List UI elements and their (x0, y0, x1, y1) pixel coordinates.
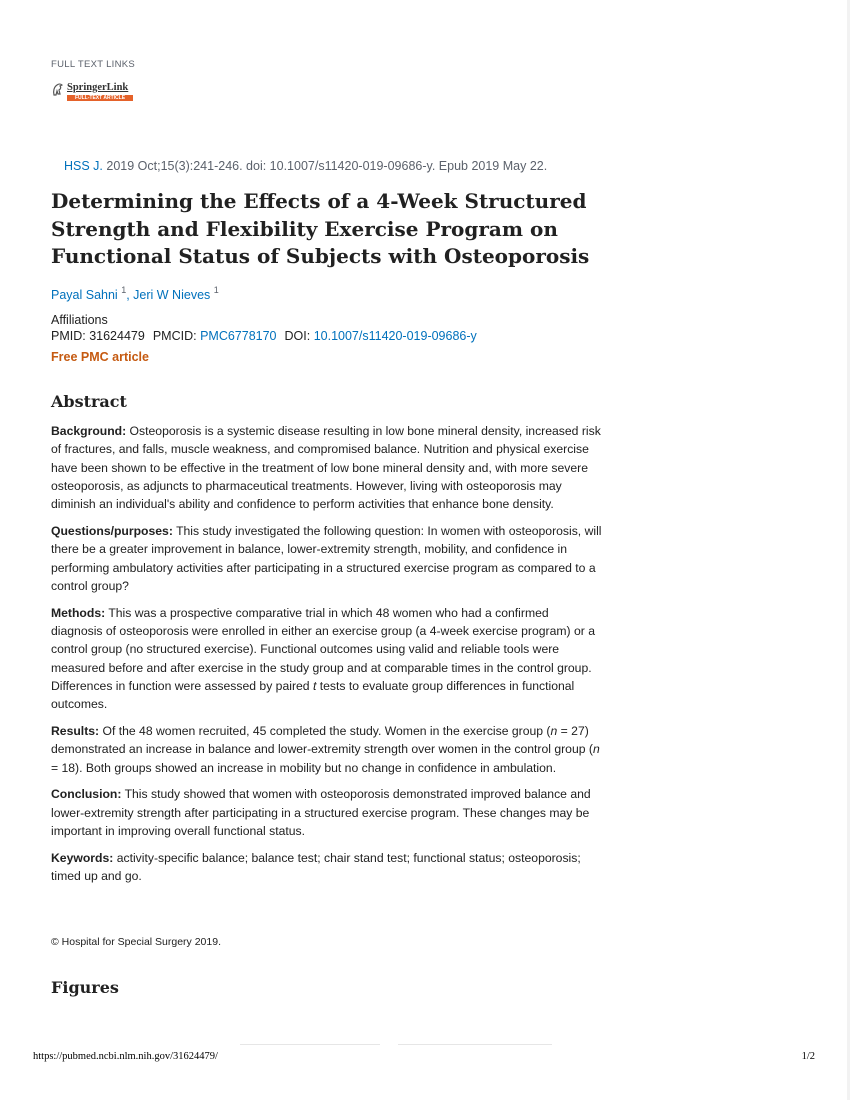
section-label: Results: (51, 723, 100, 738)
abstract-body (51, 422, 603, 894)
author-separator: , (126, 288, 134, 302)
springerlink-full-text-button[interactable] (51, 81, 135, 103)
section-text: This study investigated the following question: In women with osteoporosis, will there be a greater improvement in balance, lower-extremity strength, mobility, and confidence in performing ambulatory activities after participating in a structured exercise program as compared to a control group? (51, 523, 602, 593)
section-text: Osteoporosis is a systemic disease resulting in low bone mineral density, increased risk of fractures, and falls, muscle weakness, and compromised balance. Nutrition and physical exercise have been shown to be effective in the treatment of low bone mineral density and, with more severe osteoporosis, as adjuncts to pharmaceutical treatments. However, living with osteoporosis may diminish an individual's ability and confidence to perform activities that enhance bone density. (51, 424, 601, 512)
section-label: Methods: (51, 605, 106, 620)
citation-details: 2019 Oct;15(3):241-246. doi: 10.1007/s11420-019-09686-y. Epub 2019 May 22. (102, 159, 548, 173)
doi-link[interactable]: 10.1007/s11420-019-09686-y (313, 329, 477, 343)
figures-heading: Figures (51, 978, 119, 997)
author-affiliation-ref[interactable]: 1 (213, 284, 219, 295)
section-text: activity-specific balance; balance test; chair stand test; functional status; osteoporosis; timed up and go. (51, 850, 581, 884)
copyright-notice: © Hospital for Special Surgery 2019. (51, 936, 221, 948)
section-text: This was a prospective comparative trial in which 48 women who had a confirmed diagnosis of osteoporosis were enrolled in either an exercise group (a 4-week exercise program) or a control group (no structured exercise). Functional outcomes using valid and reliable tools were measured before and after exercise in the study group and at comparable times in the control group. Differences in function were assessed by paired (51, 605, 595, 693)
full-text-article-badge: FULL-TEXT ARTICLE (67, 95, 133, 101)
section-italic: n (592, 742, 600, 757)
footer-page-number: 1/2 (801, 1051, 815, 1062)
abstract-heading: Abstract (51, 392, 127, 411)
section-text: = 27) demonstrated an increase in balance and lower-extremity strength over women in the control group ( (51, 723, 593, 757)
article-identifiers (51, 329, 477, 343)
affiliations-toggle[interactable]: Affiliations (51, 313, 108, 327)
section-label: Keywords: (51, 850, 114, 865)
section-text: = 18). Both groups showed an increase in mobility but no change in confidence in ambulation. (51, 760, 557, 775)
footer-url: https://pubmed.ncbi.nlm.nih.gov/31624479/ (33, 1051, 218, 1062)
section-italic: n (550, 723, 558, 738)
free-pmc-article-label: Free PMC article (51, 350, 149, 364)
author-link[interactable]: Jeri W Nieves (133, 288, 211, 302)
section-text: tests to evaluate group differences in functional outcomes. (51, 678, 575, 712)
figure-thumbnail-edge (398, 1044, 552, 1045)
author-link[interactable]: Payal Sahni (51, 288, 118, 302)
abstract-results (51, 722, 603, 777)
full-text-links-label: FULL TEXT LINKS (51, 59, 136, 70)
figure-thumbnail-edge (240, 1044, 380, 1045)
abstract-conclusion (51, 785, 603, 840)
pmcid-link[interactable]: PMC6778170 (200, 329, 277, 343)
section-label: Background: (51, 424, 127, 438)
springer-horse-icon (51, 82, 64, 97)
abstract-background (51, 422, 603, 513)
section-text: Of the 48 women recruited, 45 completed the study. Women in the exercise group ( (99, 723, 551, 738)
pmid-value: 31624479 (89, 329, 145, 343)
citation-line (64, 159, 547, 173)
section-italic: t (312, 678, 317, 693)
author-affiliation-ref[interactable]: 1 (121, 284, 127, 295)
article-title: Determining the Effects of a 4-Week Structured Strength and Flexibility Exercise Program on Functional Status of Subjects with Osteoporosis (51, 189, 590, 268)
section-text: This study showed that women with osteoporosis demonstrated improved balance and lower-extremity strength after participating in a structured exercise program. These changes may be important in improving overall functional status. (51, 787, 591, 838)
abstract-questions (51, 522, 603, 595)
journal-link[interactable]: HSS J. (64, 159, 103, 173)
doi-label: DOI: (284, 329, 314, 343)
pmcid-label: PMCID: (152, 329, 201, 343)
pmid-label: PMID: (51, 329, 90, 343)
abstract-methods (51, 604, 603, 714)
section-label: Conclusion: (51, 787, 122, 802)
section-label: Questions/purposes: (51, 523, 173, 538)
springerlink-brand: SpringerLink (67, 82, 129, 93)
author-list (51, 284, 219, 302)
abstract-keywords (51, 849, 603, 886)
